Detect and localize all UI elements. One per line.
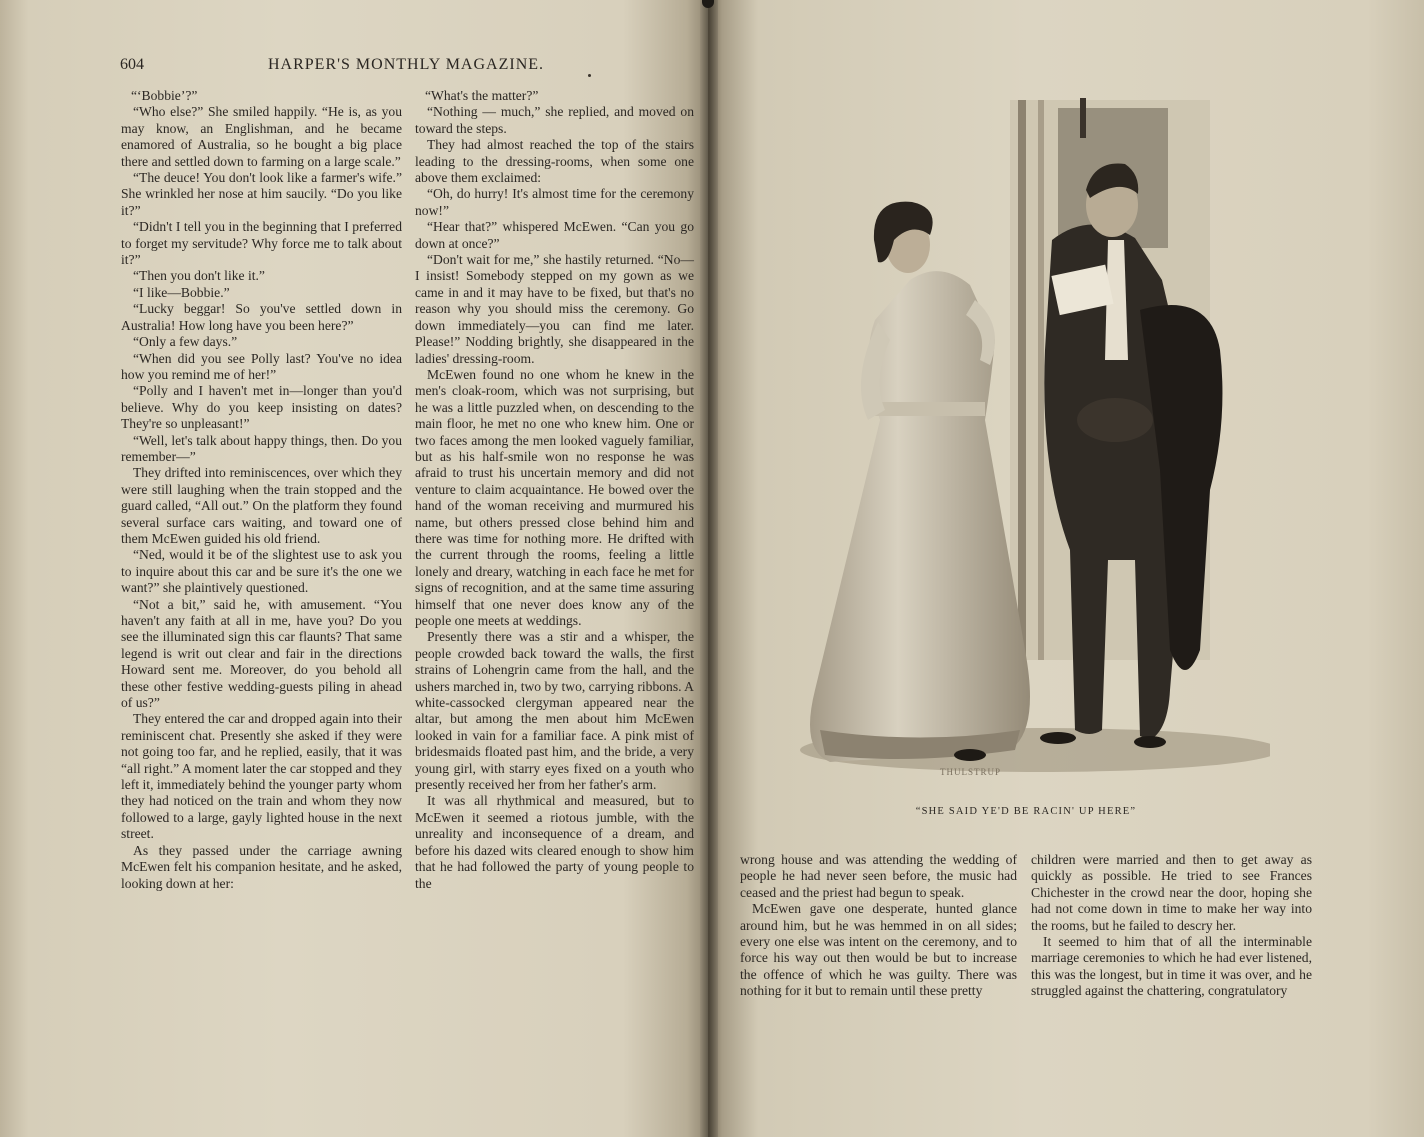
paragraph: “What's the matter?”	[425, 88, 539, 103]
ink-dot	[588, 74, 591, 77]
paragraph: McEwen gave one desperate, hunted glance around him, but he was hemmed in on all sides; every one else was intent on the ceremony, and to force his way out then would be but to increase the offence of which he was guilty. There was nothing for it but to remain until these pretty	[740, 901, 1017, 999]
paragraph: It was all rhythmical and measured, but to McEwen it seemed a riotous jumble, with the unreality and inconsequence of a dream, and before his dazed wits cleared enough to show him that he had followed the party of young people to the	[415, 793, 694, 891]
paragraph: “Hear that?” whispered McEwen. “Can you go down at once?”	[415, 219, 694, 251]
paragraph: They drifted into reminiscences, over which they were still laughing when the train stopped and the guard called, “All out.” On the platform they found several surface cars waiting, and toward one of them McEwen guided his old friend.	[121, 465, 402, 546]
paragraph: “Didn't I tell you in the beginning that I preferred to forget my servitude? Why force me to talk about it?”	[121, 219, 402, 268]
paragraph: “Then you don't like it.”	[133, 268, 265, 284]
paragraph: “Well, let's talk about happy things, then. Do you remember—”	[121, 432, 402, 464]
illustration-caption: “SHE SAID YE'D BE RACIN' UP HERE”	[915, 806, 1137, 817]
paragraph: “When did you see Polly last? You've no idea how you remind me of her!”	[121, 350, 402, 382]
paragraph: children were married and then to get away as quickly as possible. He tried to see Frances Chichester in the crowd near the door, hoping she had not come down in time to make her way into the rooms, but he failed to descry her.	[1031, 852, 1312, 933]
paragraph: “Polly and I haven't met in—longer than you'd believe. Why do you keep insisting on dates? They're so unpleasant!”	[121, 383, 402, 432]
paragraph: “Who else?” She smiled happily. “He is, as you may know, an Englishman, and he became enamored of Australia, so he bought a big place there and settled down to farming on a large scale.”	[121, 104, 402, 169]
paragraph: “I like—Bobbie.”	[133, 284, 230, 300]
paragraph: As they passed under the carriage awning McEwen felt his companion hesitate, and he asked, looking down at her:	[121, 842, 402, 891]
curtain-shadow	[1080, 98, 1086, 138]
binding-gutter	[700, 0, 718, 1137]
paragraph: “‘Bobbie’?”	[131, 88, 198, 103]
running-head	[120, 56, 690, 78]
man-shoe-left	[1040, 732, 1076, 744]
paragraph: “The deuce! You don't look like a farmer's wife.” She wrinkled her nose at him saucily. “Do you like it?”	[121, 170, 402, 218]
paragraph: McEwen found no one whom he knew in the men's cloak-room, which was not surprising, but he was a little puzzled when, on descending to the main floor, he met no one who knew him. One or two faces among the men looked vaguely familiar, but as his half-smile won no response he was afraid to trust his uncertain memory and did not venture to claim acquaintance. He bowed over the hand of the woman receiving and murmured his name, but others pressed close behind him and there was time for nothing more. He drifted with the current through the rooms, feeling a little lonely and dreary, watching in each face he met for signs of recognition, and at the same time assuring himself that one never does know any of the people one meets at weddings.	[415, 366, 694, 628]
paragraph: Presently there was a stir and a whisper, the people crowded back toward the walls, the first strains of Lohengrin came from the hall, and the ushers marched in, two by two, carrying ribbons. A white-cassocked clergyman appeared near the altar, but among the men about him McEwen looked in vain for a familiar face. A pink mist of bridesmaids floated past him, and the bride, a very young girl, with starry eyes fixed on a youth who presently received her from her father's arm.	[415, 629, 694, 793]
illustration	[790, 90, 1270, 780]
man-shoe-right	[1134, 736, 1166, 748]
page-number: 604	[120, 56, 144, 73]
paragraph: “Ned, would it be of the slightest use to ask you to inquire about this car and be sure it's the one we want?” she plaintively questioned.	[121, 547, 402, 596]
paragraph: They entered the car and dropped again into their reminiscent chat. Presently she asked if they were not going too far, and he replied, easily, that it was “all right.” A moment later the car stopped and they left it, immediately behind the younger party whom they had noticed on the train and whom they now followed to a large, gayly lighted house in the next street.	[121, 711, 402, 842]
paragraph: “Don't wait for me,” she hastily returned. “No—I insist! Somebody stepped on my gown as we came in and it may have to be fixed, but that's no reason why you should miss the ceremony. Go down immediately—you can find me later. Please!” Nodding brightly, she disappeared in the ladies' dressing-room.	[415, 252, 694, 366]
paragraph: “Lucky beggar! So you've settled down in Australia! How long have you been here?”	[121, 301, 402, 333]
door-frame-left	[1018, 100, 1026, 660]
woman-shoe	[954, 749, 986, 761]
paragraph: It seemed to him that of all the interminable marriage ceremonies to which he had ever listened, this was the longest, but in time it was over, and he struggled against the chattering, congratulatory	[1031, 934, 1312, 999]
text-column-left	[121, 88, 402, 892]
paragraph: “Nothing — much,” she replied, and moved on toward the steps.	[415, 104, 694, 136]
paragraph: They had almost reached the top of the stairs leading to the dressing-rooms, when some one above them exclaimed:	[415, 137, 694, 186]
right-page	[708, 0, 1424, 1137]
dress-belt	[875, 402, 985, 416]
paragraph: “Oh, do hurry! It's almost time for the ceremony now!”	[415, 186, 694, 218]
paragraph: “Only a few days.”	[133, 334, 238, 350]
left-page	[0, 0, 708, 1137]
top-hat	[1077, 398, 1153, 442]
text-column-bottom-right	[1031, 852, 1312, 1000]
paragraph: wrong house and was attending the wedding of people he had never seen before, the music had ceased and the priest had begun to speak.	[740, 852, 1017, 900]
paragraph: “Not a bit,” said he, with amusement. “You haven't any faith at all in me, have you? Do you see the illuminated sign this car flaunts? That same legend is writ out clear and fair in the directions Howard sent me. Moreover, do you behold all these other festive wedding-guests piling in ahead of us?”	[121, 596, 402, 711]
magazine-title: HARPER'S MONTHLY MAGAZINE.	[268, 56, 545, 73]
text-column-bottom-left	[740, 852, 1017, 1000]
woman-figure	[810, 271, 1030, 762]
artist-signature: THULSTRUP	[940, 767, 1002, 777]
door-frame-inner	[1038, 100, 1044, 660]
text-column-right	[415, 88, 694, 892]
